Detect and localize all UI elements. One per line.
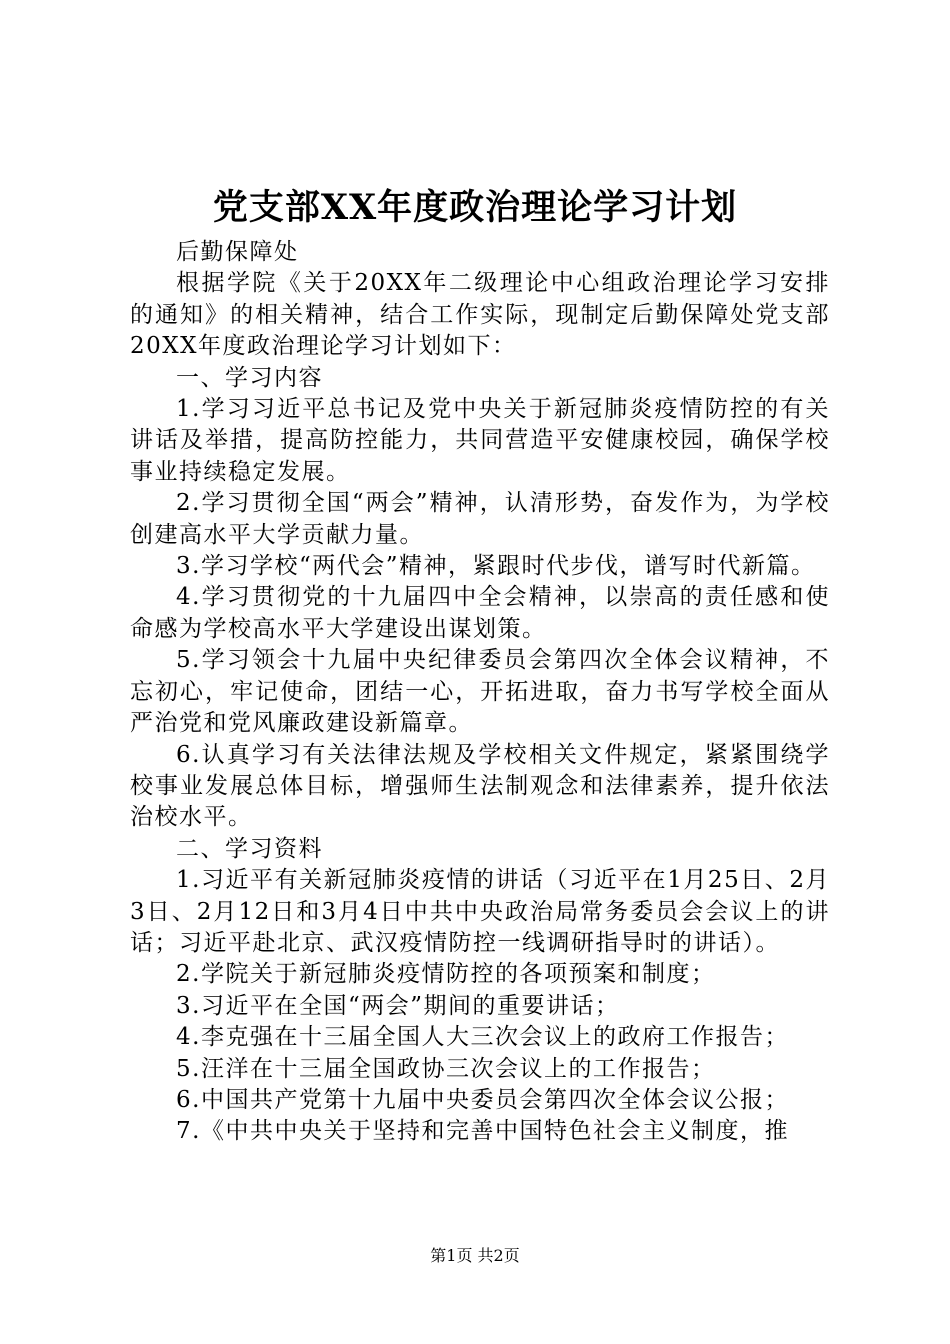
- material-item-1: 1.习近平有关新冠肺炎疫情的讲话（习近平在1月25日、2月3日、2月12日和3月4日中共中央政治局常务委员会会议上的讲话；习近平赴北京、武汉疫情防控一线调研指导时的讲话）。: [130, 867, 830, 956]
- section-heading-content: 一、学习内容: [176, 364, 323, 391]
- document-body: [130, 237, 830, 1148]
- material-item-7: 7.《中共中央关于坚持和完善中国特色社会主义制度，推: [176, 1118, 789, 1145]
- content-item-1: 1.学习习近平总书记及党中央关于新冠肺炎疫情防控的有关讲话及举措，提高防控能力，共同营造平安健康校园，确保学校事业持续稳定发展。: [130, 396, 830, 485]
- content-item-6: 6.认真学习有关法律法规及学校相关文件规定，紧紧围绕学校事业发展总体目标，增强师生法制观念和法律素养，提升依法治校水平。: [130, 741, 830, 831]
- material-item-3: 3.习近平在全国“两会”期间的重要讲话；: [176, 992, 620, 1019]
- material-item-4: 4.李克强在十三届全国人大三次会议上的政府工作报告；: [176, 1024, 789, 1051]
- material-item-2: 2.学院关于新冠肺炎疫情防控的各项预案和制度；: [176, 961, 716, 988]
- material-item-6: 6.中国共产党第十九届中央委员会第四次全体会议公报；: [176, 1086, 789, 1113]
- material-item-5: 5.汪洋在十三届全国政协三次会议上的工作报告；: [176, 1055, 716, 1082]
- section-heading-materials: 二、学习资料: [176, 835, 323, 862]
- page-number-footer: 第1页 共2页: [430, 1246, 520, 1265]
- document-title: 党支部XX年度政治理论学习计划: [212, 187, 738, 228]
- content-item-5: 5.学习领会十九届中央纪律委员会第四次全体会议精神，不忘初心，牢记使命，团结一心，开拓进取，奋力书写学校全面从严治党和党风廉政建设新篇章。: [130, 647, 830, 737]
- intro-paragraph: 根据学院《关于20XX年二级理论中心组政治理论学习安排的通知》的相关精神，结合工作实际，现制定后勤保障处党支部20XX年度政治理论学习计划如下：: [130, 270, 830, 360]
- content-item-2: 2.学习贯彻全国“两会”精神，认清形势，奋发作为，为学校创建高水平大学贡献力量。: [130, 490, 830, 548]
- content-item-4: 4.学习贯彻党的十九届四中全会精神，以崇高的责任感和使命感为学校高水平大学建设出谋划策。: [130, 584, 830, 642]
- department-name: 后勤保障处: [176, 239, 299, 265]
- content-item-3: 3.学习学校“两代会”精神，紧跟时代步伐，谱写时代新篇。: [176, 553, 816, 580]
